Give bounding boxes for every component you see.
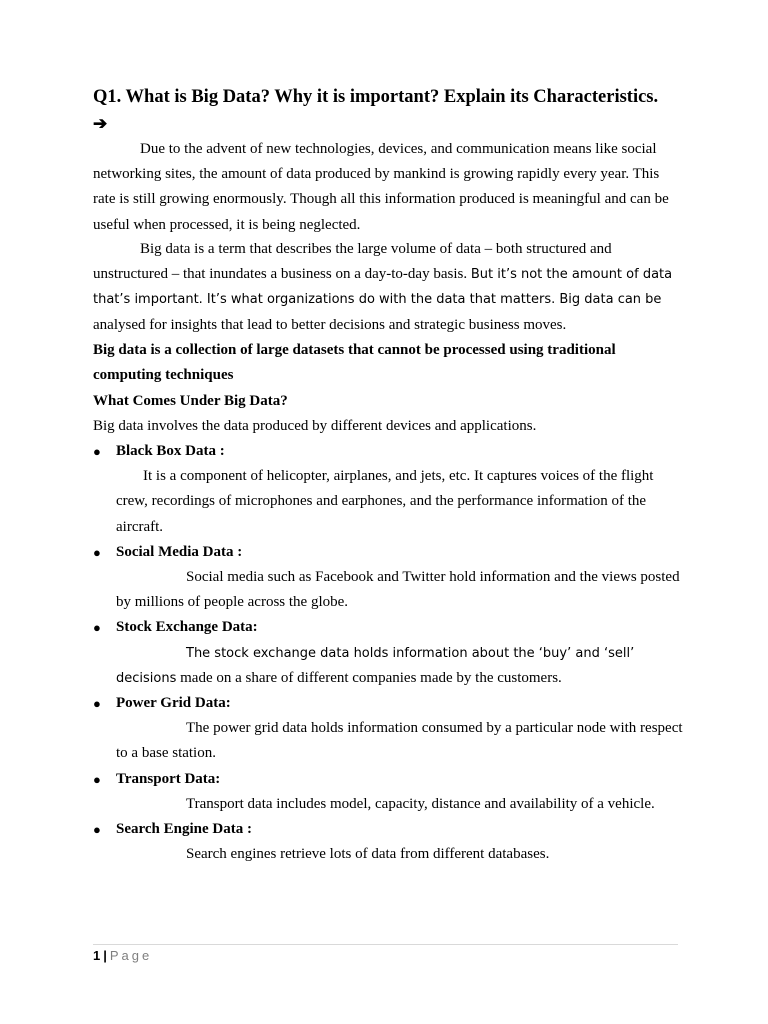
item-title: Social Media Data :	[116, 543, 243, 560]
item-title: Transport Data:	[116, 770, 221, 787]
item-title: Search Engine Data :	[116, 821, 252, 838]
bullet-icon: ●	[93, 444, 101, 459]
list-item	[93, 615, 693, 691]
intro-paragraph: Due to the advent of new technologies, devices, and communication means like social networking sites, the amount of data produced by mankind is growing rapidly every year. This rate is still growing enormously. Though all this information produced is meaningful and can be useful when processed, it is being neglected.	[93, 141, 669, 233]
bold-statement: Big data is a collection of large datasets that cannot be processed using traditional computing techniques	[93, 342, 616, 384]
list-item	[93, 767, 693, 817]
bullet-icon: ●	[93, 544, 101, 560]
bullet-icon: ●	[93, 620, 101, 636]
section-intro: Big data involves the data produced by different devices and applications.	[93, 418, 537, 434]
arrow-icon: ➔	[93, 114, 108, 133]
list-item	[93, 817, 693, 867]
section-heading: What Comes Under Big Data?	[93, 393, 288, 409]
footer-divider	[93, 944, 678, 945]
data-types-list	[93, 439, 693, 867]
item-description-a: The stock exchange data holds information about the ‘buy’ and ‘sell’ decisions	[116, 645, 635, 686]
definition-text-a: Big data is a term that describes the large volume of data – both structured and unstructured – that inundates a business on a day-to-day basis.	[93, 241, 612, 283]
item-description: Search engines retrieve lots of data from different databases.	[186, 846, 550, 863]
bullet-icon: ●	[93, 696, 101, 712]
item-title: Stock Exchange Data:	[116, 619, 258, 636]
item-title: Black Box Data :	[116, 443, 225, 459]
page-footer	[93, 946, 152, 966]
list-item	[93, 691, 693, 767]
list-item	[93, 540, 693, 616]
footer-separator: |	[103, 948, 107, 963]
list-item	[93, 439, 693, 540]
item-description: It is a component of helicopter, airplanes, and jets, etc. It captures voices of the flight crew, recordings of microphones and earphones, and the performance information of the aircraft.	[116, 468, 654, 535]
definition-text-c: analysed for insights that lead to better decisions and strategic business moves.	[93, 316, 567, 333]
definition-text-b: But it’s not the amount of data that’s important. It’s what organizations do with the data that matters. Big data can be	[93, 267, 673, 308]
item-description: The power grid data holds information consumed by a particular node with respect to a base station.	[116, 720, 683, 762]
item-description	[93, 641, 686, 691]
item-description: Transport data includes model, capacity, distance and availability of a vehicle.	[186, 795, 655, 812]
item-description-b: made on a share of different companies made by the customers.	[176, 669, 562, 686]
question-heading: Q1. What is Big Data? Why it is important? Explain its Characteristics.	[93, 87, 659, 107]
bullet-icon: ●	[93, 771, 101, 787]
definition-paragraph	[93, 237, 683, 338]
page-label: Page	[109, 948, 153, 963]
page-number: 1	[93, 948, 101, 963]
item-description: Social media such as Facebook and Twitter hold information and the views posted by millions of people across the globe.	[116, 569, 680, 611]
bullet-icon: ●	[93, 822, 101, 838]
item-title: Power Grid Data:	[116, 695, 231, 712]
